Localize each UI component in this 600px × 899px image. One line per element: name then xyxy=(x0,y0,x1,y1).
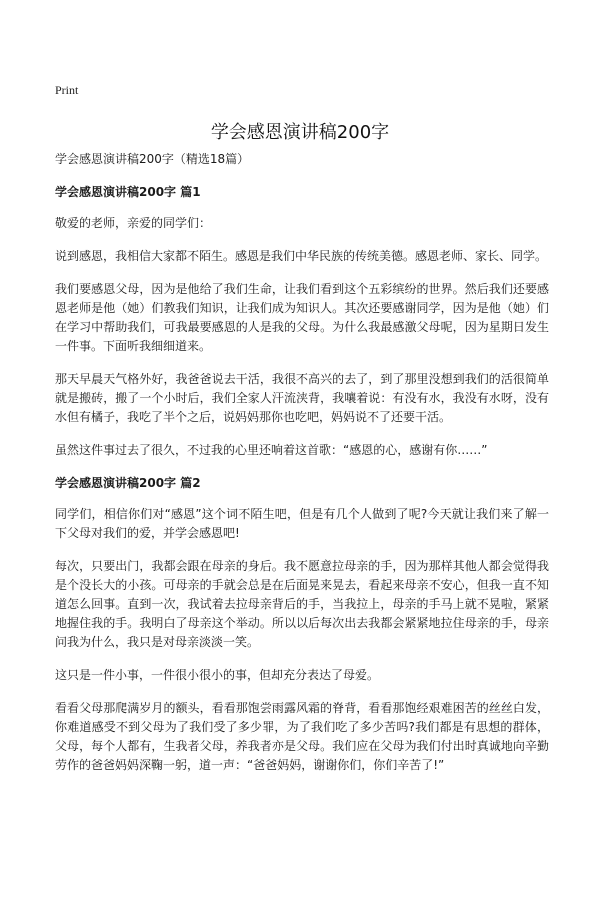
page-title: 学会感恩演讲稿200字 xyxy=(210,122,390,143)
paragraph: 虽然这件事过去了很久，不过我的心里还响着这首歌：“感恩的心，感谢有你……” xyxy=(55,443,488,457)
section-heading: 学会感恩演讲稿200字 篇1 xyxy=(55,185,201,199)
document-subtitle: 学会感恩演讲稿200字（精选18篇） xyxy=(55,152,250,166)
paragraph: 这只是一件小事，一件很小很小的事，但却充分表达了母爱。 xyxy=(55,668,380,682)
paragraph: 我们要感恩父母，因为是他给了我们生命，让我们看到这个五彩缤纷的世界。然后我们还要感恩老师是他（她）们教我们知识，让我们成为知识人。其次还要感谢同学，因为是他（她）们在学习中帮助我们，可我最要感恩的人是我的父母。为什么我最感激父母呢，因为星期日发生一件事。下面听我细细道来。 xyxy=(55,282,549,353)
document-body xyxy=(55,150,549,789)
paragraph: 敬爱的老师，亲爱的同学们： xyxy=(55,216,212,230)
section-1 xyxy=(55,183,549,460)
paragraph: 看看父母那爬满岁月的额头，看看那饱尝雨露风霜的脊背，看看那饱经艰难困苦的丝丝白发，你难道感受不到父母为了我们受了多少罪，为了我们吃了多少苦吗?我们都是有思想的群体，父母，每个人都有，生我者父母，养我者亦是父母。我们应在父母为我们付出时真诚地向辛勤劳作的爸爸妈妈深鞠一躬，道一声：“爸爸妈妈，谢谢你们，你们辛苦了!” xyxy=(55,701,549,772)
section-2 xyxy=(55,474,549,775)
paragraph: 同学们，相信你们对“感恩”这个词不陌生吧，但是有几个人做到了呢?今天就让我们来了解一下父母对我们的爱，并学会感恩吧! xyxy=(55,507,549,540)
paragraph: 说到感恩，我相信大家都不陌生。感恩是我们中华民族的传统美德。感恩老师、家长、同学。 xyxy=(55,249,548,263)
paragraph: 每次，只要出门，我都会跟在母亲的身后。我不愿意拉母亲的手，因为那样其他人都会觉得我是个没长大的小孩。可母亲的手就会总是在后面晃来晃去，看起来母亲不安心，但我一直不知道怎么回事。直到一次，我试着去拉母亲背后的手，当我拉上，母亲的手马上就不晃啦，紧紧地握住我的手。我明白了母亲这个举动。所以以后每次出去我都会紧紧地拉住母亲的手，母亲问我为什么，我只是对母亲淡淡一笑。 xyxy=(55,559,549,649)
print-label: Print xyxy=(55,83,79,97)
section-heading: 学会感恩演讲稿200字 篇2 xyxy=(55,476,201,490)
paragraph: 那天早晨天气格外好，我爸爸说去干活，我很不高兴的去了，到了那里没想到我们的活很简单就是搬砖，搬了一个小时后，我们全家人汗流浃背，我嚷着说：有没有水，我没有水呀，没有水但有橘子，我吃了半个之后，说妈妈那你也吃吧，妈妈说不了还要干活。 xyxy=(55,372,549,424)
